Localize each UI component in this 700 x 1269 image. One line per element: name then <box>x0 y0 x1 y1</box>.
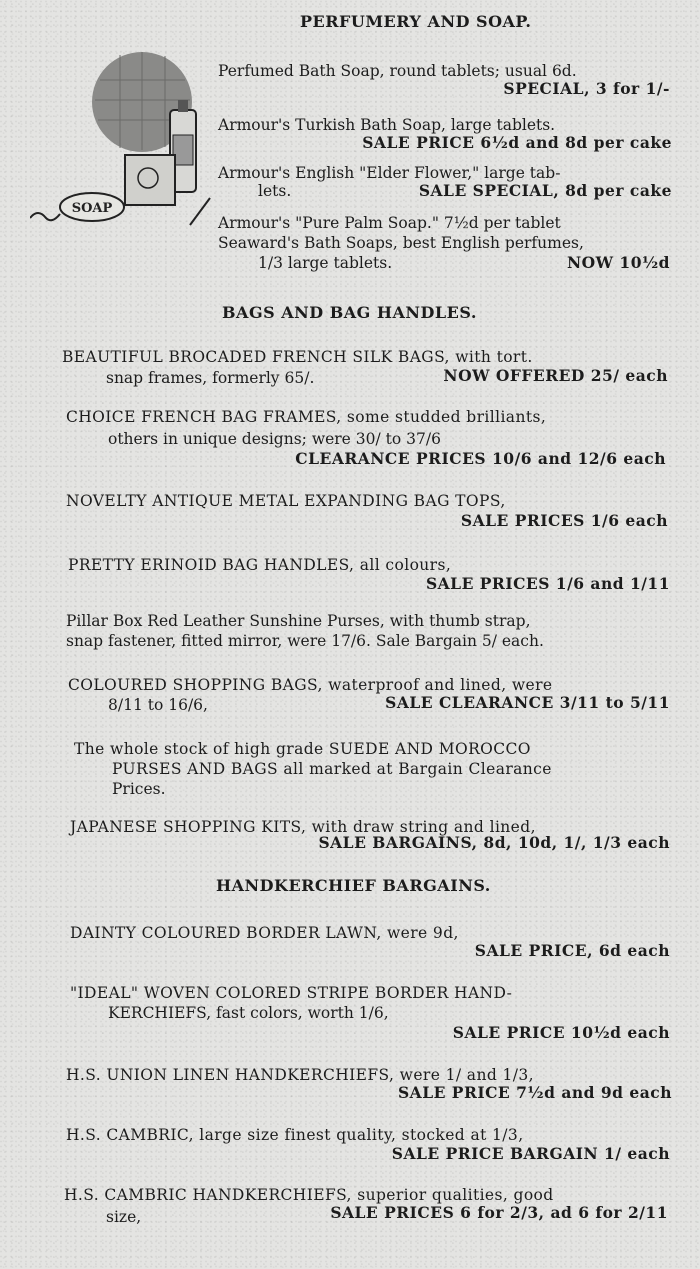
hanky-item-5-line-1: H.S. CAMBRIC HANDKERCHIEFS, superior qualities, good <box>64 1186 554 1204</box>
bag-item-7-line-2: PURSES AND BAGS all marked at Bargain Clearance <box>112 760 552 778</box>
hanky-item-2-price: SALE PRICE 10½d each <box>452 1023 670 1042</box>
heading-handkerchief: HANDKERCHIEF BARGAINS. <box>216 876 491 895</box>
hanky-item-5-line-2: size, <box>106 1208 142 1226</box>
hanky-item-2-line-1: "IDEAL" WOVEN COLORED STRIPE BORDER HAND- <box>70 984 513 1002</box>
soap-item-3-line-2: lets. <box>258 182 292 200</box>
bag-item-3-line-1: NOVELTY ANTIQUE METAL EXPANDING BAG TOPS, <box>66 492 506 510</box>
soap-item-5-price: NOW 10½d <box>566 253 670 272</box>
bag-item-4-price: SALE PRICES 1/6 and 1/11 <box>425 574 670 593</box>
bag-item-4-line-1: PRETTY ERINOID BAG HANDLES, all colours, <box>68 556 452 574</box>
hanky-item-4-line-1: H.S. CAMBRIC, large size finest quality, stocked at 1/3, <box>66 1126 524 1144</box>
bag-item-5-line-1: Pillar Box Red Leather Sunshine Purses, with thumb strap, <box>66 612 531 630</box>
heading-perfumery: PERFUMERY AND SOAP. <box>300 12 532 31</box>
hanky-item-1-price: SALE PRICE, 6d each <box>474 941 670 960</box>
soap-item-5-line-1: Seaward's Bath Soaps, best English perfumes, <box>218 234 584 252</box>
hanky-item-4-price: SALE PRICE BARGAIN 1/ each <box>391 1144 670 1163</box>
svg-text:SOAP: SOAP <box>71 201 113 216</box>
bag-item-7-line-3: Prices. <box>112 780 166 798</box>
hanky-item-5-price: SALE PRICES 6 for 2/3, ad 6 for 2/11 <box>330 1203 668 1222</box>
soap-item-2-line-1: Armour's Turkish Bath Soap, large tablets. <box>218 116 556 134</box>
heading-bags: BAGS AND BAG HANDLES. <box>222 303 477 322</box>
bag-item-8-line-1: JAPANESE SHOPPING KITS, with draw string and lined, <box>70 818 536 836</box>
bag-item-5-line-2: snap fastener, fitted mirror, were 17/6. Sale Bargain 5/ each. <box>66 632 544 650</box>
bag-item-1-line-1: BEAUTIFUL BROCADED FRENCH SILK BAGS, with tort. <box>62 348 533 366</box>
bag-item-6-line-2: 8/11 to 16/6, <box>108 696 208 714</box>
hanky-item-2-line-2: KERCHIEFS, fast colors, worth 1/6, <box>108 1004 389 1022</box>
bag-item-1-price: NOW OFFERED 25/ each <box>443 366 668 385</box>
soap-item-3-line-1: Armour's English "Elder Flower," large tab- <box>218 164 561 182</box>
soap-item-2-price: SALE PRICE 6½d and 8d per cake <box>362 133 672 152</box>
soap-item-5-line-2: 1/3 large tablets. <box>258 254 393 272</box>
bag-item-7-line-1: The whole stock of high grade SUEDE AND MOROCCO <box>74 740 531 758</box>
soap-item-1-price: SPECIAL, 3 for 1/- <box>503 79 670 98</box>
bag-item-6-line-1: COLOURED SHOPPING BAGS, waterproof and lined, were <box>68 676 553 694</box>
soap-illustration-icon <box>30 50 215 240</box>
hanky-item-3-line-1: H.S. UNION LINEN HANDKERCHIEFS, were 1/ and 1/3, <box>66 1066 534 1084</box>
bag-item-1-line-2: snap frames, formerly 65/. <box>106 369 315 387</box>
bag-item-2-line-1: CHOICE FRENCH BAG FRAMES, some studded brilliants, <box>66 408 547 426</box>
bag-item-2-line-2: others in unique designs; were 30/ to 37/6 <box>108 430 441 448</box>
bag-item-3-price: SALE PRICES 1/6 each <box>460 511 668 530</box>
bag-item-8-price: SALE BARGAINS, 8d, 10d, 1/, 1/3 each <box>318 833 670 852</box>
soap-item-1-line-1: Perfumed Bath Soap, round tablets; usual 6d. <box>218 62 577 80</box>
bag-item-2-price: CLEARANCE PRICES 10/6 and 12/6 each <box>295 449 666 468</box>
bag-item-6-price: SALE CLEARANCE 3/11 to 5/11 <box>385 693 670 712</box>
soap-item-4-line-1: Armour's "Pure Palm Soap." 7½d per tablet <box>218 214 561 232</box>
hanky-item-3-price: SALE PRICE 7½d and 9d each <box>397 1083 672 1102</box>
hanky-item-1-line-1: DAINTY COLOURED BORDER LAWN, were 9d, <box>70 924 459 942</box>
soap-item-3-price: SALE SPECIAL, 8d per cake <box>418 181 672 200</box>
